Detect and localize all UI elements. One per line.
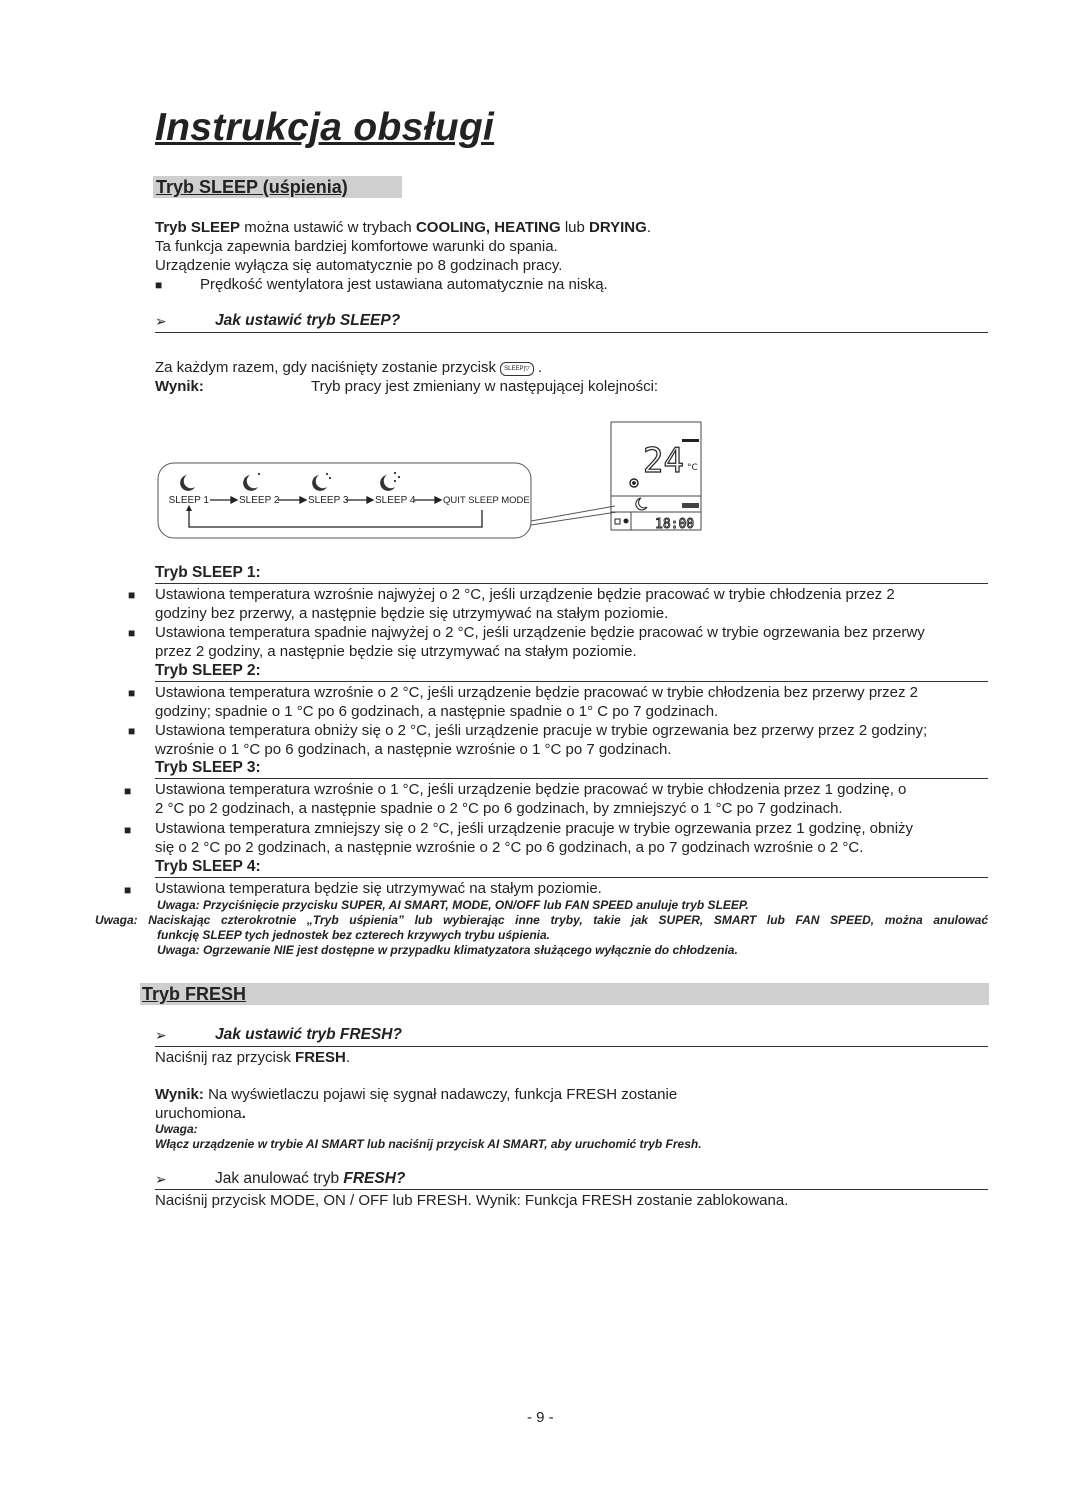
- section-heading-sleep: Tryb SLEEP (uśpienia): [156, 177, 348, 197]
- step-label-3: SLEEP 3: [308, 495, 349, 506]
- intro-line-1: [155, 218, 651, 237]
- divider: [155, 332, 988, 333]
- fresh-result-line-1: [155, 1085, 677, 1104]
- mode4-item1-l1: Ustawiona temperatura będzie się utrzymywać na stałym poziomie.: [155, 880, 602, 897]
- mode1-item1-l1: Ustawiona temperatura wzrośnie najwyżej o 2 °C, jeśli urządzenie będzie pracować w trybie chłodzenia przez 2: [155, 586, 895, 603]
- section-bar-fresh: [140, 983, 989, 1005]
- cancel-fresh-heading: [215, 1169, 405, 1188]
- mode2-item1-l1: Ustawiona temperatura wzrośnie o 2 °C, jeśli urządzenie będzie pracować w trybie chłodzenia bez przerwy przez 2: [155, 684, 919, 701]
- divider: [155, 681, 988, 682]
- intro-modes-bold: COOLING, HEATING: [415, 219, 561, 236]
- bullet-icon: ■: [128, 626, 136, 640]
- arrow-icon: ➢: [155, 313, 167, 329]
- page-title: Instrukcja obsługi: [155, 106, 495, 149]
- fresh-note-text: Włącz urządzenie w trybie AI SMART lub naciśnij przycisk AI SMART, aby uruchomić tryb Fresh.: [155, 1137, 702, 1151]
- fresh-note-label: Uwaga:: [155, 1122, 198, 1136]
- bullet-icon: ■: [124, 784, 132, 798]
- section-heading-fresh: Tryb FRESH: [142, 984, 247, 1004]
- fresh-result-dot: .: [241, 1105, 246, 1122]
- bullet-icon: ■: [128, 588, 136, 602]
- divider: [155, 1046, 988, 1047]
- note-2-line-1: Uwaga: Naciskając czterokrotnie „Tryb uśpienia” lub wybierając inne tryby, takie jak SUPER, SMART lub FAN SPEED, można anulować: [95, 913, 988, 927]
- intro-line-2: Ta funkcja zapewnia bardziej komfortowe warunki do spania.: [155, 238, 558, 255]
- moon-icon-4: [380, 472, 400, 491]
- intro-or: lub: [560, 219, 590, 236]
- cancel-fresh-heading-a: Jak anulować tryb: [215, 1170, 344, 1187]
- mode1-item2-l1: Ustawiona temperatura spadnie najwyżej o 2 °C, jeśli urządzenie będzie pracować w trybie ogrzewania bez przerwy: [155, 624, 925, 641]
- page-number: - 9 -: [527, 1409, 554, 1426]
- note-1: Uwaga: Przyciśnięcie przycisku SUPER, AI SMART, MODE, ON/OFF lub FAN SPEED anuluje tryb SLEEP.: [157, 898, 749, 912]
- press-fresh-end: .: [345, 1049, 351, 1066]
- lcd-time: 18:00: [655, 517, 695, 532]
- intro-bullet: Prędkość wentylatora jest ustawiana automatycznie na niską.: [200, 276, 608, 293]
- divider: [155, 877, 988, 878]
- divider: [155, 583, 988, 584]
- step-label-quit: QUIT SLEEP MODE: [443, 495, 530, 506]
- arrow-icon: ➢: [155, 1027, 167, 1043]
- press-sleep-text: Za każdym razem, gdy naciśnięty zostanie przycisk: [155, 359, 496, 376]
- timer-box-icon: [615, 519, 620, 524]
- mode-title-3: Tryb SLEEP 3:: [155, 759, 261, 776]
- bullet-icon: ■: [155, 278, 163, 292]
- sleep-button-icon: SLEEP|▽: [500, 362, 534, 376]
- moon-icon-2: [243, 473, 260, 491]
- timer-dot-icon: [624, 519, 629, 524]
- how-to-sleep-heading: Jak ustawić tryb SLEEP?: [215, 312, 401, 329]
- intro-drying-bold: DRYING: [589, 219, 647, 236]
- cancel-fresh-text: Naciśnij przycisk MODE, ON / OFF lub FRESH. Wynik: Funkcja FRESH zostanie zablokowana.: [155, 1192, 789, 1209]
- lcd-unit: °C: [687, 463, 698, 473]
- bullet-icon: ■: [128, 724, 136, 738]
- intro-line-3: Urządzenie wyłącza się automatycznie po 8 godzinach pracy.: [155, 257, 563, 274]
- fresh-result-line-2: [155, 1104, 246, 1123]
- moon-icon-1: [180, 475, 195, 491]
- press-sleep-line: [155, 358, 542, 377]
- lcd-moon-icon: [636, 498, 647, 510]
- moon-icon-3: [312, 473, 331, 491]
- intro-text: można ustawić w trybach: [240, 219, 416, 236]
- step-label-2: SLEEP 2: [239, 495, 280, 506]
- cancel-fresh-heading-b: FRESH?: [343, 1170, 406, 1187]
- bullet-icon: ■: [124, 883, 132, 897]
- mode3-item2-l2: się o 2 °C po 2 godzinach, a następnie wzrośnie o 2 °C po 6 godzinach, a po 7 godzinach wzrośnie o 2 °C.: [155, 839, 864, 856]
- step-label-4: SLEEP 4: [375, 495, 416, 506]
- fresh-result-text: Na wyświetlaczu pojawi się sygnał nadawczy, funkcja FRESH zostanie: [203, 1086, 678, 1103]
- intro-sleep-bold: Tryb SLEEP: [155, 219, 241, 236]
- mode2-item2-l2: wzrośnie o 1 °C po 6 godzinach, a następnie wzrośnie o 1 °C po 7 godzinach.: [155, 741, 672, 758]
- press-fresh-text: Naciśnij raz przycisk: [155, 1049, 296, 1066]
- fan-icon: [630, 479, 638, 487]
- mode-title-4: Tryb SLEEP 4:: [155, 858, 261, 875]
- intro-dot: .: [646, 219, 651, 236]
- press-end: .: [537, 359, 543, 376]
- note-3: Uwaga: Ogrzewanie NIE jest dostępne w przypadku klimatyzatora służącego wyłącznie do chłodzenia.: [157, 943, 738, 957]
- note-2-line-2: funkcję SLEEP tych jednostek bez czterech krzywych trybu uśpienia.: [157, 928, 551, 942]
- arrow-icon: ➢: [155, 1171, 167, 1187]
- mode-title-1: Tryb SLEEP 1:: [155, 564, 261, 581]
- mode2-item2-l1: Ustawiona temperatura obniży się o 2 °C, jeśli urządzenie pracuje w trybie ogrzewania bez przerwy przez 2 godziny;: [155, 722, 928, 739]
- how-to-fresh-heading: Jak ustawić tryb FRESH?: [215, 1026, 402, 1043]
- fresh-result-label: Wynik:: [155, 1086, 204, 1103]
- divider: [155, 778, 988, 779]
- bullet-icon: ■: [124, 823, 132, 837]
- step-label-1: SLEEP 1: [168, 495, 209, 506]
- bullet-icon: ■: [128, 686, 136, 700]
- signal-bars-icon: [682, 439, 699, 442]
- sleep-diagram-svg: [155, 420, 705, 542]
- mode1-item2-l2: przez 2 godziny, a następnie będzie się utrzymywać na stałym poziomie.: [155, 643, 637, 660]
- result-label: Wynik:: [155, 378, 204, 395]
- mode1-item1-l2: godziny bez przerwy, a następnie będzie się utrzymywać na stałym poziomie.: [155, 605, 669, 622]
- fresh-bold: FRESH: [295, 1049, 346, 1066]
- mode3-item1-l2: 2 °C po 2 godzinach, a następnie spadnie o 2 °C po 6 godzinach, by zmniejszyć o 1 °C po 7 godzinach.: [155, 800, 843, 817]
- mode3-item2-l1: Ustawiona temperatura zmniejszy się o 2 °C, jeśli urządzenie pracuje w trybie ogrzewania przez 1 godzinę, obniży: [155, 820, 914, 837]
- mode3-item1-l1: Ustawiona temperatura wzrośnie o 1 °C, jeśli urządzenie będzie pracować w trybie chłodzenia przez 1 godzinę, o: [155, 781, 907, 798]
- lcd-temperature: 24: [643, 441, 684, 481]
- result-text: Tryb pracy jest zmieniany w następującej kolejności:: [311, 378, 659, 395]
- sleep-button-label: SLEEP: [504, 366, 524, 372]
- mode2-item1-l2: godziny; spadnie o 1 °C po 6 godzinach, a następnie spadnie o 1° C po 7 godzinach.: [155, 703, 719, 720]
- divider: [155, 1189, 988, 1190]
- press-fresh-line: [155, 1048, 350, 1067]
- sleep-sequence-diagram: [155, 420, 705, 542]
- fresh-result-text-2: uruchomiona: [155, 1105, 242, 1122]
- fan-speed-icon: [682, 503, 699, 508]
- mode-title-2: Tryb SLEEP 2:: [155, 662, 261, 679]
